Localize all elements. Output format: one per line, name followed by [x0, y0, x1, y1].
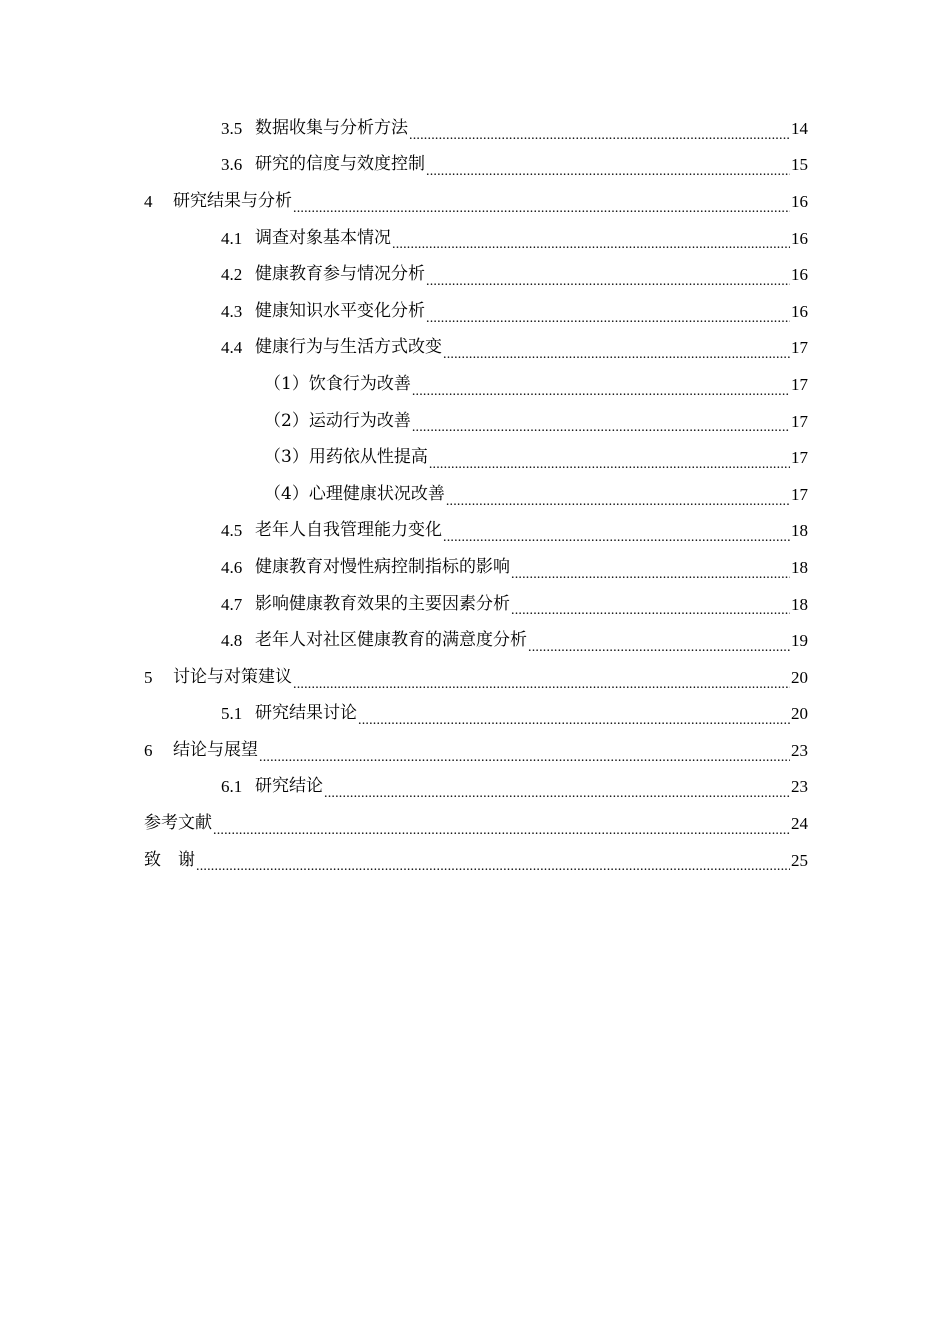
- toc-dot-leader: [392, 234, 790, 256]
- toc-dot-leader: [293, 674, 790, 696]
- toc-entry-4[interactable]: [144, 183, 808, 220]
- toc-dot-leader: [429, 454, 790, 476]
- toc-entry-3-5[interactable]: [144, 110, 808, 147]
- toc-entry-number: 6.1: [221, 777, 243, 797]
- toc-dot-leader: [511, 600, 790, 622]
- toc-entry-references[interactable]: [144, 805, 808, 842]
- toc-entry-4-6[interactable]: [144, 549, 808, 586]
- toc-entry-number: 4.3: [221, 301, 243, 321]
- toc-entry-title: 老年人自我管理能力变化: [255, 520, 442, 541]
- toc-entry-title: （1）饮食行为改善: [264, 373, 411, 394]
- toc-dot-leader: [358, 710, 790, 732]
- toc-entry-4-2[interactable]: [144, 256, 808, 293]
- toc-entry-number: 4.4: [221, 338, 243, 358]
- toc-entry-page: 25: [791, 850, 808, 870]
- toc-entry-4-7[interactable]: [144, 586, 808, 623]
- toc-entry-page: 17: [791, 338, 808, 358]
- toc-entry-title: 研究结果讨论: [255, 703, 357, 724]
- toc-entry-3-6[interactable]: [144, 147, 808, 184]
- toc-entry-page: 16: [791, 265, 808, 285]
- toc-dot-leader: [511, 564, 790, 586]
- toc-entry-title: 数据收集与分析方法: [255, 117, 408, 138]
- toc-entry-4-4-4[interactable]: [144, 476, 808, 513]
- toc-entry-number: 3.5: [221, 118, 243, 138]
- toc-entry-title: 健康行为与生活方式改变: [255, 337, 442, 358]
- toc-entry-number: 4: [144, 191, 153, 211]
- toc-entry-page: 16: [791, 191, 808, 211]
- toc-dot-leader: [259, 747, 790, 769]
- toc-dot-leader: [426, 161, 790, 183]
- toc-entry-title: 健康教育对慢性病控制指标的影响: [255, 556, 510, 577]
- toc-entry-number: 4.6: [221, 557, 243, 577]
- toc-entry-4-3[interactable]: [144, 293, 808, 330]
- toc-dot-leader: [426, 308, 790, 330]
- toc-entry-number: 5.1: [221, 704, 243, 724]
- toc-dot-leader: [293, 198, 790, 220]
- toc-entry-page: 14: [791, 118, 808, 138]
- toc-entry-page: 19: [791, 631, 808, 651]
- toc-entry-title: 研究的信度与效度控制: [255, 154, 425, 175]
- toc-entry-4-4[interactable]: [144, 330, 808, 367]
- toc-entry-title: 参考文献: [144, 813, 212, 834]
- toc-entry-title: （3）用药依从性提高: [264, 447, 428, 468]
- toc-entry-page: 18: [791, 521, 808, 541]
- toc-dot-leader: [324, 783, 790, 805]
- toc-entry-page: 18: [791, 557, 808, 577]
- toc-dot-leader: [426, 271, 790, 293]
- toc-entry-title: 老年人对社区健康教育的满意度分析: [255, 630, 527, 651]
- toc-dot-leader: [213, 820, 790, 842]
- toc-entry-number: 3.6: [221, 155, 243, 175]
- toc-entry-page: 16: [791, 301, 808, 321]
- toc-entry-title: 致 谢: [144, 849, 195, 870]
- toc-entry-4-8[interactable]: [144, 622, 808, 659]
- toc-entry-page: 17: [791, 448, 808, 468]
- toc-entry-number: 4.2: [221, 265, 243, 285]
- toc-entry-page: 17: [791, 484, 808, 504]
- toc-entry-number: 4.5: [221, 521, 243, 541]
- toc-entry-title: （4）心理健康状况改善: [264, 483, 445, 504]
- toc-dot-leader: [443, 527, 790, 549]
- toc-entry-4-5[interactable]: [144, 513, 808, 550]
- toc-entry-4-4-2[interactable]: [144, 403, 808, 440]
- toc-entry-title: 影响健康教育效果的主要因素分析: [255, 593, 510, 614]
- toc-entry-page: 17: [791, 374, 808, 394]
- toc-entry-4-4-3[interactable]: [144, 439, 808, 476]
- toc-entry-5[interactable]: [144, 659, 808, 696]
- toc-entry-6[interactable]: [144, 732, 808, 769]
- toc-dot-leader: [412, 381, 790, 403]
- toc-entry-4-1[interactable]: [144, 220, 808, 257]
- toc-entry-title: （2）运动行为改善: [264, 410, 411, 431]
- toc-entry-page: 24: [791, 814, 808, 834]
- toc-entry-number: 5: [144, 667, 153, 687]
- toc-entry-number: 4.7: [221, 594, 243, 614]
- toc-entry-number: 6: [144, 740, 153, 760]
- toc-entry-title: 健康教育参与情况分析: [255, 264, 425, 285]
- toc-dot-leader: [446, 491, 790, 513]
- toc-entry-number: 4.8: [221, 631, 243, 651]
- toc-entry-title: 讨论与对策建议: [173, 666, 292, 687]
- table-of-contents: [144, 110, 808, 878]
- toc-entry-page: 16: [791, 228, 808, 248]
- toc-entry-page: 23: [791, 740, 808, 760]
- toc-entry-acknowledgements[interactable]: [144, 842, 808, 879]
- toc-entry-number: 4.1: [221, 228, 243, 248]
- toc-dot-leader: [196, 856, 790, 878]
- toc-dot-leader: [443, 344, 790, 366]
- toc-entry-title: 研究结论: [255, 776, 323, 797]
- toc-entry-4-4-1[interactable]: [144, 366, 808, 403]
- toc-entry-5-1[interactable]: [144, 696, 808, 733]
- toc-dot-leader: [409, 125, 790, 147]
- toc-entry-page: 18: [791, 594, 808, 614]
- toc-entry-page: 17: [791, 411, 808, 431]
- toc-entry-title: 调查对象基本情况: [255, 227, 391, 248]
- toc-entry-title: 研究结果与分析: [173, 190, 292, 211]
- toc-dot-leader: [528, 637, 790, 659]
- toc-entry-6-1[interactable]: [144, 769, 808, 806]
- toc-entry-title: 健康知识水平变化分析: [255, 300, 425, 321]
- toc-entry-page: 15: [791, 155, 808, 175]
- toc-entry-page: 20: [791, 704, 808, 724]
- toc-dot-leader: [412, 417, 790, 439]
- toc-entry-page: 23: [791, 777, 808, 797]
- toc-entry-title: 结论与展望: [173, 739, 258, 760]
- toc-entry-page: 20: [791, 667, 808, 687]
